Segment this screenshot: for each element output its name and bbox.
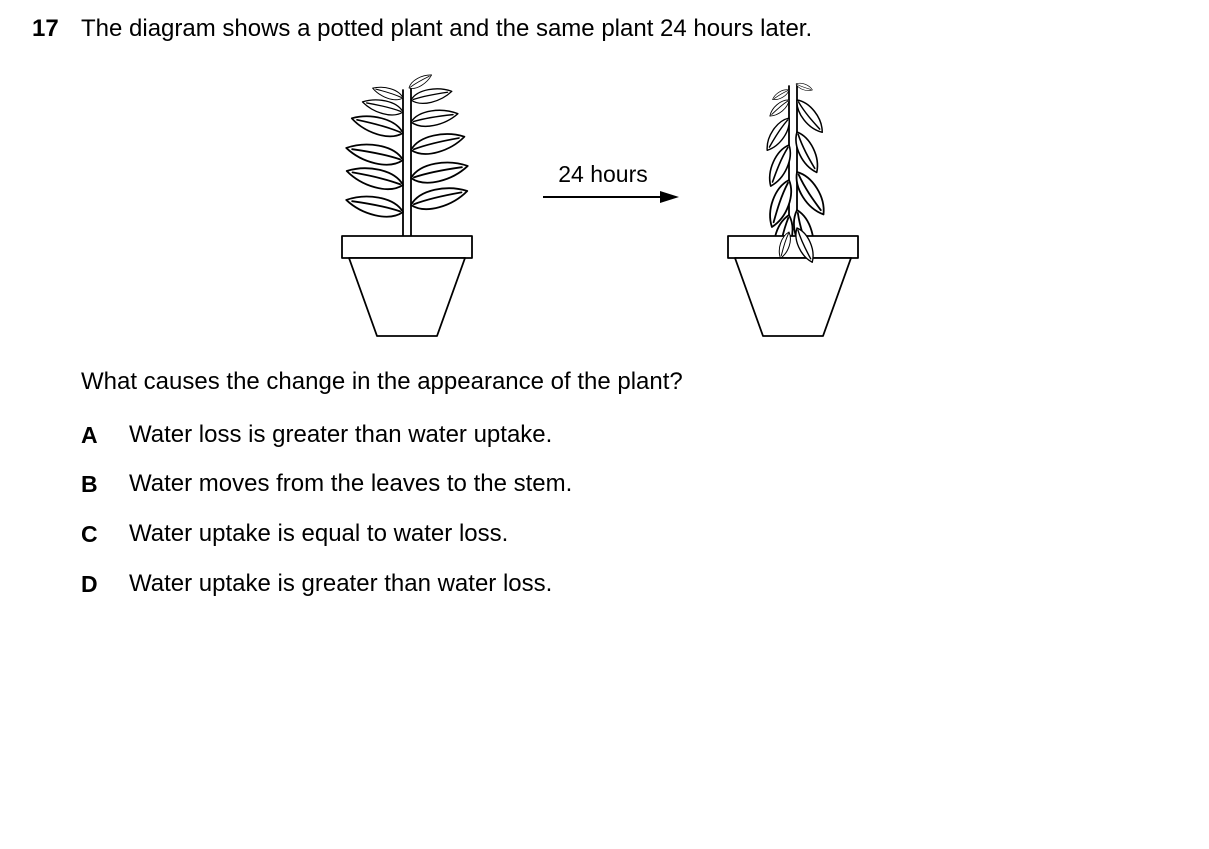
time-arrow	[543, 161, 679, 203]
question-number: 17	[32, 15, 59, 42]
plant-diagram	[320, 65, 880, 345]
option-letter: A	[81, 422, 98, 448]
option-letter: B	[81, 471, 98, 497]
option-c[interactable]	[81, 519, 781, 549]
healthy-plant	[342, 71, 472, 336]
option-d[interactable]	[81, 569, 781, 599]
wilted-plant	[728, 81, 858, 336]
option-a[interactable]	[81, 420, 781, 450]
option-letter: C	[81, 521, 98, 547]
question-stem: The diagram shows a potted plant and the same plant 24 hours later.	[81, 15, 813, 42]
option-text: Water uptake is greater than water loss.	[129, 570, 553, 597]
option-letter: D	[81, 571, 98, 597]
arrow-label: 24 hours	[558, 161, 648, 187]
option-text: Water moves from the leaves to the stem.	[129, 470, 573, 497]
option-text: Water uptake is equal to water loss.	[129, 520, 509, 547]
question-prompt: What causes the change in the appearance of the plant?	[81, 368, 683, 395]
option-b[interactable]	[81, 469, 781, 499]
option-text: Water loss is greater than water uptake.	[129, 421, 553, 448]
